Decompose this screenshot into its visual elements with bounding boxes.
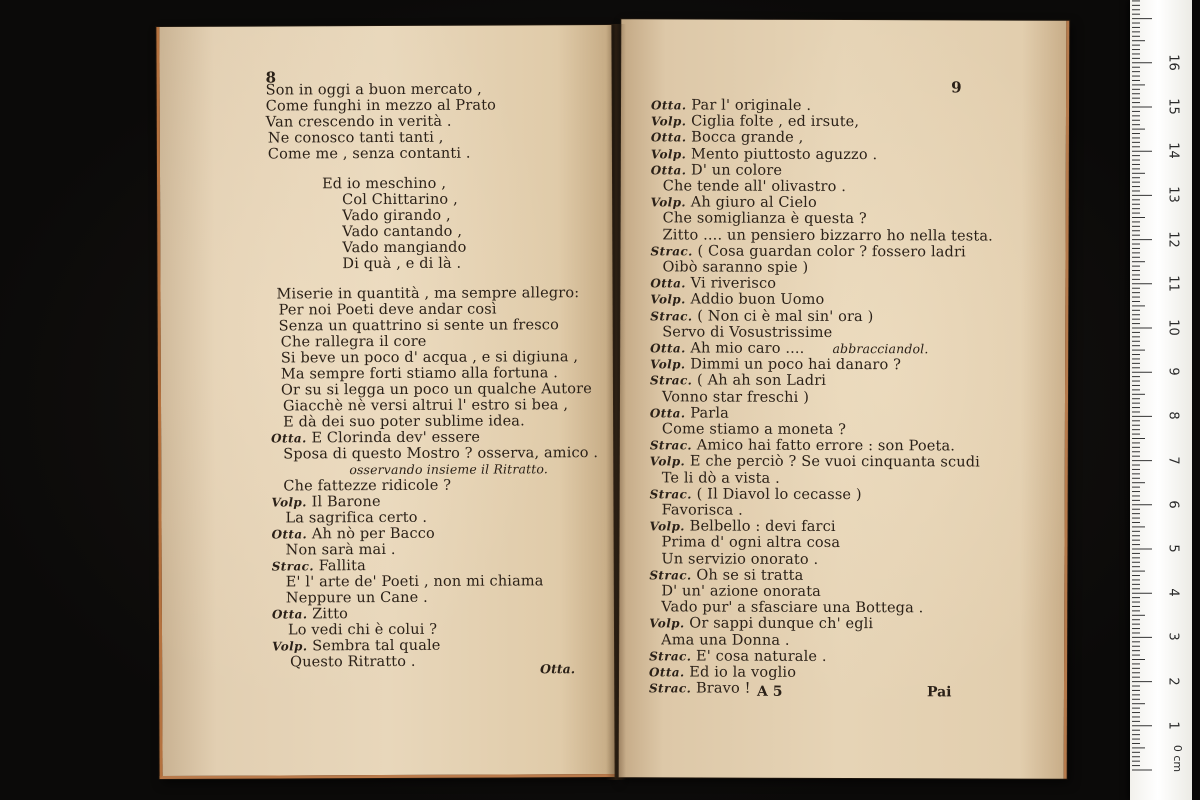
measuring-ruler — [1130, 0, 1192, 800]
text-line — [650, 405, 729, 421]
text-line — [266, 98, 496, 115]
text-line — [288, 622, 437, 639]
verse-text: Che rallegra il core — [280, 333, 427, 351]
verse-text: Te li dò a vista . — [661, 470, 780, 487]
text-line — [272, 638, 441, 655]
verse-text: Che fattezze ridicole ? — [283, 477, 452, 495]
text-line — [349, 461, 548, 478]
text-line — [650, 275, 776, 291]
text-line — [281, 334, 427, 351]
verse-text: Senza un quattrino si sente un fresco — [278, 317, 559, 335]
text-line — [285, 510, 427, 527]
verse-text: Mento piuttosto aguzzo . — [690, 146, 878, 164]
catchword-left: Otta. — [540, 661, 576, 677]
text-line — [663, 178, 846, 195]
verse-text: Che somiglianza è questa ? — [662, 210, 867, 228]
verse-text: Come funghi in mezzo al Prato — [265, 97, 497, 115]
text-line — [649, 615, 873, 632]
verse-text: Sembra tal quale — [312, 637, 441, 655]
verse-text: Neppure un Cane . — [285, 589, 428, 607]
text-line — [663, 210, 867, 227]
text-line — [342, 192, 458, 209]
verse-text: Oh se si tratta — [696, 567, 804, 584]
text-line — [649, 648, 827, 665]
speaker-label: Strac. — [649, 568, 692, 583]
verse-text: Vado pur' a sfasciare una Bottega . — [661, 599, 924, 617]
verse-text: Bocca grande , — [691, 129, 804, 146]
verse-text: D' un' azione onorata — [661, 583, 822, 600]
speaker-label: Volp. — [649, 616, 685, 631]
speaker-label: Otta. — [271, 607, 308, 622]
verse-text: Ed io la voglio — [689, 664, 797, 681]
verse-text: Belbello : devi farci — [689, 518, 836, 535]
verse-text: Miserie in quantità , ma sempre allegro: — [276, 285, 580, 303]
speaker-label: Otta. — [271, 527, 308, 542]
text-line — [663, 227, 993, 244]
verse-text: La sagrifica certo . — [285, 509, 428, 527]
ruler-number: 5 — [1165, 544, 1181, 553]
text-line — [651, 194, 817, 211]
speaker-label: Strac. — [650, 309, 693, 324]
verse-text: Questo Ritratto . — [290, 653, 416, 671]
text-line — [281, 381, 592, 398]
verse-text: Come me , senza contanti . — [267, 145, 471, 163]
verse-text: Per noi Poeti deve andar così — [278, 301, 497, 319]
speaker-label: Volp. — [650, 292, 686, 307]
text-line — [650, 518, 836, 535]
speaker-label: Strac. — [650, 373, 693, 388]
verse-text: Zitto .... un pensiero bizzarro ho nella testa. — [662, 227, 993, 245]
text-line — [662, 389, 809, 406]
ruler-number: 9 — [1165, 367, 1181, 376]
text-line — [651, 113, 859, 130]
text-line — [283, 478, 451, 495]
text-line — [651, 129, 804, 146]
ruler-number: 3 — [1165, 632, 1181, 642]
speaker-label: Otta. — [650, 163, 687, 178]
text-line — [661, 599, 923, 616]
verse-text: Or sappi dunque ch' egli — [689, 615, 874, 633]
verse-text: Non sarà mai . — [285, 541, 396, 559]
text-line — [649, 567, 803, 584]
verse-text: Son in oggi a buon mercato , — [265, 81, 482, 99]
catchword-right: Pai — [926, 684, 952, 701]
verse-text: Par l' originale . — [691, 97, 812, 114]
verse-text: Amico hai fatto errore : son Poeta. — [696, 437, 956, 455]
verse-text: E Clorinda dev' essere — [311, 429, 481, 447]
text-line — [290, 654, 416, 671]
text-line — [281, 365, 558, 382]
text-line — [342, 256, 461, 273]
speaker-label: Strac. — [649, 438, 693, 453]
speaker-label: Strac. — [271, 559, 314, 574]
verse-text: Ciglia folte , ed irsute, — [691, 113, 860, 131]
verse-text: Dimmi un poco hai danaro ? — [690, 356, 902, 374]
text-line — [322, 176, 446, 193]
speaker-label: Volp. — [649, 519, 685, 534]
stage-direction: osservando insieme il Ritratto. — [349, 461, 549, 478]
ruler-number: 10 — [1165, 319, 1181, 336]
verse-text: E' cosa naturale . — [696, 648, 827, 665]
verse-text: Ah nò per Bacco — [311, 525, 435, 543]
text-line — [662, 470, 780, 486]
page-number-right: 9 — [951, 78, 962, 97]
verse-text: Giacchè nè versi altrui l' estro si bea , — [282, 397, 569, 415]
speaker-label: Otta. — [649, 406, 686, 421]
text-line — [272, 526, 435, 543]
left-page — [156, 25, 614, 779]
verse-text: Ma sempre forti stiamo alla fortuna . — [280, 365, 559, 383]
text-line — [268, 146, 471, 163]
verse-text: Col Chittarino , — [342, 191, 458, 209]
verse-text: Ah giuro al Cielo — [690, 194, 817, 211]
speaker-label: Volp. — [650, 114, 687, 129]
text-line — [266, 114, 452, 131]
text-line — [661, 551, 818, 568]
speaker-label: Volp. — [650, 357, 686, 372]
text-line — [283, 445, 598, 462]
verse-text: Vado girando , — [342, 207, 451, 225]
ruler-unit-label: 0 cm — [1171, 744, 1185, 773]
text-line — [650, 437, 955, 454]
verse-text: Ne conosco tanti tanti , — [267, 129, 444, 147]
text-line — [650, 340, 928, 357]
text-line — [271, 430, 480, 447]
text-line — [662, 502, 743, 518]
verse-text: Il Barone — [311, 494, 381, 511]
verse-text: Di quà , e di là . — [342, 255, 462, 273]
text-line — [649, 664, 796, 681]
text-line — [272, 606, 348, 622]
verse-text: Vonno star freschi ) — [661, 389, 810, 406]
ruler-ticks — [1130, 0, 1192, 800]
speaker-label: Strac. — [649, 649, 692, 664]
text-line — [266, 82, 482, 99]
speaker-label: Otta. — [650, 98, 687, 113]
speaker-label: Otta. — [650, 341, 686, 356]
book-gutter — [606, 24, 626, 780]
text-line — [650, 308, 873, 325]
verse-text: E dà dei suo poter sublime idea. — [283, 413, 525, 431]
speaker-label: Strac. — [648, 681, 692, 696]
verse-text: Or su si legga un poco un qualche Autore — [280, 381, 593, 399]
verse-text: Vado mangiando — [342, 239, 467, 257]
speaker-label: Otta. — [650, 276, 686, 291]
speaker-label: Otta. — [650, 130, 687, 145]
text-line — [662, 259, 808, 276]
verse-text: Vi riverisco — [690, 275, 777, 292]
text-line — [286, 542, 396, 558]
verse-text: Fallita — [318, 558, 366, 575]
ruler-number: 7 — [1165, 455, 1181, 465]
text-line — [279, 317, 559, 334]
text-line — [650, 356, 901, 373]
verse-text: Addio buon Uomo — [690, 291, 825, 308]
verse-text: E' l' arte de' Poeti , non mi chiama — [285, 573, 544, 591]
text-line — [650, 453, 980, 470]
verse-text: Parla — [690, 405, 729, 422]
text-line — [286, 590, 428, 607]
speaker-label: Otta. — [649, 665, 685, 680]
text-line — [649, 680, 751, 696]
right-page — [619, 19, 1070, 779]
text-line — [662, 421, 846, 438]
verse-text: Ed io meschino , — [322, 175, 447, 193]
speaker-label: Volp. — [649, 454, 686, 469]
ruler-number: 1 — [1165, 721, 1181, 730]
page-number-left: 8 — [265, 68, 277, 87]
text-line — [279, 302, 497, 319]
text-line — [272, 558, 366, 574]
text-line — [342, 224, 462, 241]
text-line — [661, 534, 840, 551]
text-line — [661, 583, 821, 600]
verse-text: Servo di Vosustrissime — [662, 324, 833, 341]
ruler-number: 12 — [1165, 230, 1181, 248]
ruler-number: 14 — [1165, 142, 1181, 159]
text-line — [268, 130, 444, 147]
text-line — [276, 285, 579, 302]
text-line — [650, 291, 824, 308]
verse-text: Che tende all' olivastro . — [662, 178, 847, 196]
ruler-number: 11 — [1165, 275, 1181, 292]
stage-direction: abbracciandol. — [832, 340, 929, 357]
text-line — [651, 97, 811, 114]
verse-text: Lo vedi chi è colui ? — [287, 621, 438, 639]
text-line — [661, 632, 790, 648]
speaker-label: Otta. — [271, 431, 307, 446]
verse-text: Sposa di questo Mostro ? osserva, amico . — [283, 445, 599, 463]
ruler-number: 2 — [1165, 676, 1181, 686]
text-line — [342, 240, 466, 257]
speaker-label: Volp. — [650, 147, 687, 162]
ruler-number: 8 — [1165, 411, 1181, 421]
text-line — [271, 494, 380, 510]
speaker-label: Strac. — [649, 487, 692, 502]
text-line — [650, 486, 862, 503]
ruler-number: 4 — [1165, 588, 1181, 597]
text-line — [283, 413, 525, 430]
text-line — [281, 349, 578, 366]
text-line — [283, 397, 568, 414]
verse-text: Zitto — [312, 606, 349, 623]
verse-text: Favorisca . — [661, 502, 743, 519]
verse-text: D' un colore — [691, 162, 783, 179]
verse-text: ( Il Diavol lo cecasse ) — [696, 486, 862, 504]
verse-text: Ama una Donna . — [661, 632, 790, 649]
text-line — [662, 324, 832, 341]
verse-text: Un servizio onorato . — [661, 551, 819, 568]
text-line — [650, 243, 965, 260]
verse-text: Come stiamo a moneta ? — [661, 421, 847, 439]
speaker-label: Volp. — [650, 195, 687, 210]
speaker-label: Volp. — [271, 495, 307, 510]
verse-text: ( Cosa guardan color ? fossero ladri — [697, 243, 966, 261]
verse-text: E che perciò ? Se vuoi cinquanta scudi — [689, 453, 980, 471]
text-line — [342, 208, 451, 224]
verse-text: ( Non ci è mal sin' ora ) — [697, 308, 874, 326]
verse-text: Prima d' ogni altra cosa — [661, 534, 841, 551]
verse-text: Si beve un poco d' acqua , e si digiuna , — [280, 349, 579, 367]
verse-text: ( Ah ah son Ladri — [697, 372, 827, 389]
verse-text: Ah mio caro .... — [690, 340, 805, 357]
text-line — [286, 573, 544, 590]
right-page-text — [619, 19, 1067, 779]
text-line — [651, 146, 877, 163]
speaker-label: Volp. — [272, 639, 308, 654]
text-line — [650, 372, 826, 389]
ruler-number: 13 — [1165, 186, 1181, 204]
ruler-number: 15 — [1165, 98, 1181, 115]
ruler-number: 6 — [1165, 500, 1181, 509]
verse-text: Van crescendo in verità . — [265, 113, 452, 131]
verse-text: Oibò saranno spie ) — [662, 259, 809, 276]
verse-text: Bravo ! — [695, 680, 751, 697]
signature-mark: A 5 — [756, 683, 783, 700]
text-line — [651, 162, 782, 178]
speaker-label: Strac. — [650, 244, 693, 259]
verse-text: Vado cantando , — [342, 223, 463, 241]
ruler-number: 16 — [1165, 54, 1181, 71]
